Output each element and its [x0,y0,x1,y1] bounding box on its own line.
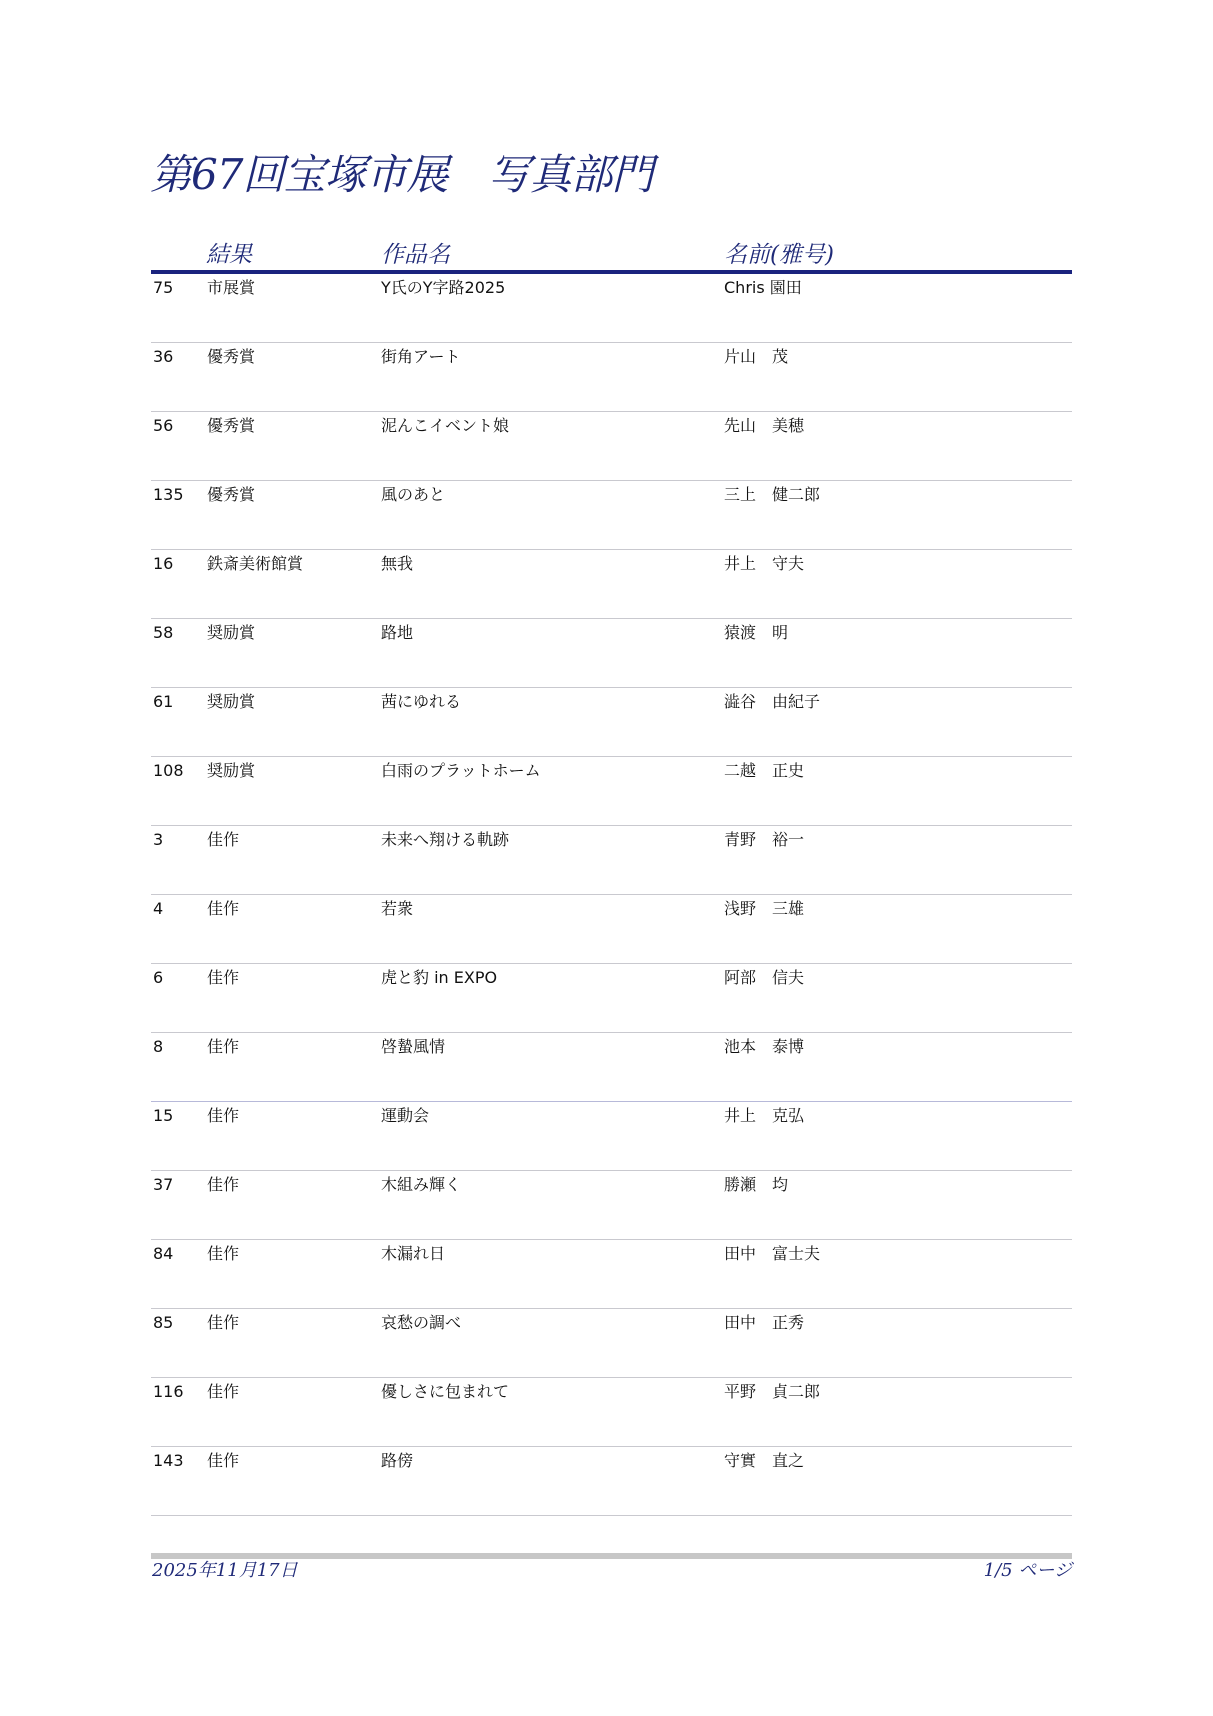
header-name: 名前(雅号) [724,242,834,268]
work-title: 風のあと [381,485,446,504]
artist-name: 田中 正秀 [724,1313,805,1332]
work-title: 無我 [381,554,414,573]
result-label: 佳作 [207,1313,240,1332]
work-title: 若衆 [381,899,414,918]
entry-number: 4 [153,899,164,918]
work-title: 茜にゆれる [381,692,462,711]
artist-name: 片山 茂 [724,347,789,366]
result-label: 奨励賞 [207,623,256,642]
result-label: 奨励賞 [207,692,256,711]
work-title: 優しさに包まれて [381,1382,510,1401]
work-title: 路地 [381,623,414,642]
artist-name: 浅野 三雄 [724,899,805,918]
table-row [151,481,1072,550]
result-label: 佳作 [207,830,240,849]
artist-name: 井上 克弘 [724,1106,805,1125]
table-row [151,1378,1072,1447]
table-row [151,1171,1072,1240]
table-row [151,550,1072,619]
artist-name: 三上 健二郎 [724,485,821,504]
result-label: 優秀賞 [207,416,256,435]
work-title: 泥んこイベント娘 [381,416,510,435]
entry-number: 143 [153,1451,184,1470]
table-row [151,1240,1072,1309]
result-label: 佳作 [207,1451,240,1470]
header-work-title: 作品名 [381,242,450,268]
entry-number: 8 [153,1037,164,1056]
table-row [151,757,1072,826]
table-row [151,826,1072,895]
artist-name: 先山 美穂 [724,416,805,435]
artist-name: 青野 裕一 [724,830,805,849]
result-label: 佳作 [207,899,240,918]
table-row [151,1033,1072,1102]
artist-name: 二越 正史 [724,761,805,780]
footer-date: 2025年11月17日 [152,1560,298,1581]
page-title: 第67回宝塚市展 写真部門 [150,150,653,199]
table-row [151,274,1072,343]
work-title: 運動会 [381,1106,430,1125]
artist-name: 守實 直之 [724,1451,805,1470]
entry-number: 58 [153,623,174,642]
work-title: 路傍 [381,1451,414,1470]
table-row [151,895,1072,964]
result-label: 奨励賞 [207,761,256,780]
entry-number: 61 [153,692,174,711]
entry-number: 135 [153,485,184,504]
artist-name: Chris 園田 [724,278,802,297]
page-indicator: 1/5 ページ [983,1560,1072,1581]
artist-name: 勝瀬 均 [724,1175,789,1194]
entry-number: 15 [153,1106,174,1125]
result-label: 佳作 [207,1175,240,1194]
result-label: 優秀賞 [207,485,256,504]
result-label: 佳作 [207,1106,240,1125]
result-label: 佳作 [207,1244,240,1263]
result-label: 鉄斎美術館賞 [207,554,304,573]
entry-number: 37 [153,1175,174,1194]
work-title: 虎と豹 in EXPO [381,968,498,987]
table-row [151,1102,1072,1171]
entry-number: 85 [153,1313,174,1332]
table-row [151,1447,1072,1516]
entry-number: 116 [153,1382,184,1401]
table-row [151,619,1072,688]
work-title: 木組み輝く [381,1175,462,1194]
artist-name: 井上 守夫 [724,554,805,573]
work-title: 街角アート [381,347,461,366]
work-title: Y氏のY字路2025 [381,278,506,297]
result-label: 市展賞 [207,278,256,297]
result-label: 佳作 [207,1382,240,1401]
entry-number: 3 [153,830,164,849]
table-row [151,1309,1072,1378]
result-label: 佳作 [207,1037,240,1056]
table-row [151,964,1072,1033]
work-title: 木漏れ日 [381,1244,446,1263]
work-title: 哀愁の調べ [381,1313,462,1332]
artist-name: 澁谷 由紀子 [724,692,821,711]
entry-number: 75 [153,278,174,297]
artist-name: 平野 貞二郎 [724,1382,821,1401]
work-title: 未来へ翔ける軌跡 [381,830,510,849]
artist-name: 阿部 信夫 [724,968,805,987]
result-label: 佳作 [207,968,240,987]
work-title: 啓蟄風情 [381,1037,446,1056]
entry-number: 16 [153,554,174,573]
entry-number: 108 [153,761,184,780]
result-label: 優秀賞 [207,347,256,366]
artist-name: 池本 泰博 [724,1037,805,1056]
work-title: 白雨のプラットホーム [381,761,541,780]
results-table [151,240,1072,1516]
entry-number: 84 [153,1244,174,1263]
entry-number: 36 [153,347,174,366]
table-header [151,240,1072,274]
artist-name: 田中 富士夫 [724,1244,821,1263]
artist-name: 猿渡 明 [724,623,789,642]
entry-number: 56 [153,416,174,435]
header-result: 結果 [206,242,252,268]
table-row [151,343,1072,412]
entry-number: 6 [153,968,164,987]
table-body [151,274,1072,1516]
table-row [151,688,1072,757]
table-row [151,412,1072,481]
